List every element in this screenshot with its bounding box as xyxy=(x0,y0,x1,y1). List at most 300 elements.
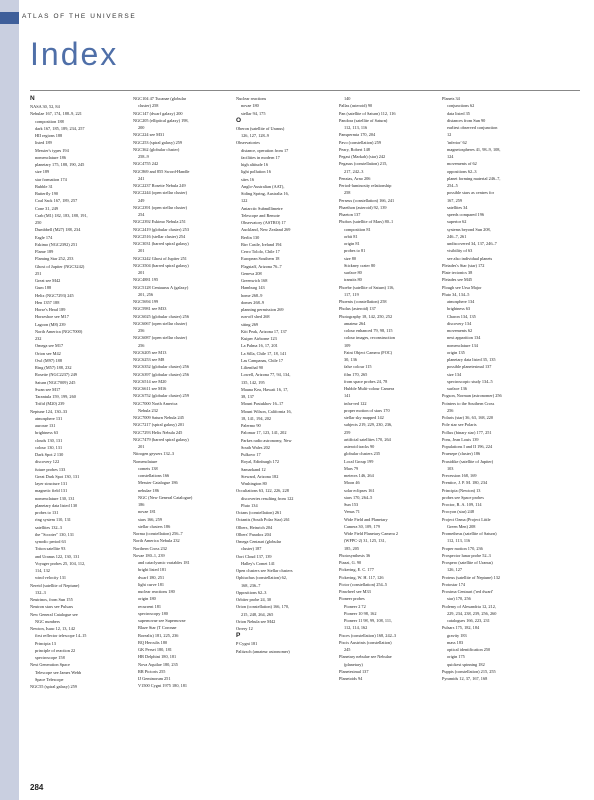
index-entry: Pandora (satellite of Saturn) xyxy=(339,117,388,123)
index-entry: Norma (constellation) 256–7 xyxy=(133,531,183,536)
index-entry: Oberon (satellite of Uranus) xyxy=(236,125,285,131)
index-entry: first reflector telescope 14–15 xyxy=(35,633,87,639)
index-entry: Proper motion 170, 236 xyxy=(442,545,483,551)
index-entry: discovery 122 xyxy=(35,459,60,465)
index-entry: Venus 71 xyxy=(344,509,360,515)
index-entry: artificial satellites 170, 264 xyxy=(344,436,391,442)
index-entry: synodic period 63 xyxy=(35,539,66,544)
index-entry: NGC7293 Helix Nebula 245 xyxy=(133,429,183,435)
index-column-4 xyxy=(339,95,442,776)
index-entry: planetary data listed 35, 135 xyxy=(447,357,496,362)
index-entry: Photosynthesis 36 xyxy=(339,552,371,558)
index-entry: Pan (satellite of Saturn) 112, 116 xyxy=(339,110,396,116)
index-entry: origin 135 xyxy=(447,349,465,355)
index-entry: Cone 31, 249 xyxy=(35,205,59,211)
index-entry: NGC numbers xyxy=(35,618,60,624)
index-entry: speeds compared 196 xyxy=(447,212,484,217)
index-entry: nomenclature 134 xyxy=(447,342,478,348)
index-entry: false colour 115 xyxy=(344,364,372,370)
index-entry: Birr Castle, Ireland 194 xyxy=(241,241,282,247)
index-entry: facilities in modern 17 xyxy=(241,154,280,160)
index-entry: atmosphere 134 xyxy=(447,299,475,304)
index-entry: South Wales 202 xyxy=(241,444,270,450)
index-entry: catalogues 166, 223, 231 xyxy=(447,618,490,623)
index-entry: Antarctic Submillimetre xyxy=(241,205,283,211)
index-entry: stellar sky mapped 142 xyxy=(344,415,384,420)
index-entry: brightness 63 xyxy=(35,430,59,436)
index-entry: Green Men) 208 xyxy=(447,523,476,529)
index-entry: meteors 146, 264 xyxy=(344,473,374,478)
index-entry: 112, 113, 116 xyxy=(344,125,368,130)
index-entry: Faint Object Camera (FOC) xyxy=(344,349,393,355)
index-entry: NGC55 (spiral galaxy) 259 xyxy=(30,684,77,689)
index-entry: Flagstaff, Arizona 76–7 xyxy=(241,263,282,269)
index-entry: Greenwich 168 xyxy=(241,278,268,283)
index-entry: Period-luminosity relationship xyxy=(339,183,392,188)
index-entry: Photography 18, 142, 250, 252 xyxy=(339,313,393,319)
index-entry: brightness 63 xyxy=(447,306,471,312)
index-entry: Pluto 134 xyxy=(241,502,258,508)
index-entry: Nova Aquilae 180, 235 xyxy=(138,661,178,667)
index-entry: distance, operation from 17 xyxy=(241,147,289,153)
index-letter-heading: P xyxy=(236,632,241,640)
index-entry: Pluto 34, 134–5 xyxy=(442,291,470,297)
index-entry: 229, 234, 238, 239, 256, 260 xyxy=(447,610,497,616)
index-entry: Washington 80 xyxy=(241,481,267,486)
index-entry: 201 xyxy=(138,270,145,275)
index-entry: 132–3 xyxy=(35,589,46,595)
index-entry: light pollution 16 xyxy=(241,169,271,175)
index-entry: movements 62 xyxy=(447,328,473,333)
index-entry: Orion (constellation) 166, 170, xyxy=(236,604,290,610)
index-entry: asteroid tracks 90 xyxy=(344,444,375,449)
index-entry: Ring (M57) 188, 232 xyxy=(35,365,72,370)
index-entry: Kitt Peak, Arizona 17, 137 xyxy=(241,328,287,334)
index-entry: spectroscopic study 134–5 xyxy=(447,378,493,384)
index-entry: 232 xyxy=(35,336,42,341)
index-entry: 245 xyxy=(344,647,351,652)
index-entry: future probes 133 xyxy=(35,466,66,472)
index-entry: NGC6253 see M8 xyxy=(133,357,165,362)
index-entry: Procyon (star) 248 xyxy=(442,509,474,515)
title-divider xyxy=(30,90,580,91)
index-entry: 256 xyxy=(138,328,145,333)
index-entry: 201 xyxy=(138,248,145,254)
index-entry: Pisces (constellation) 168, 242–3 xyxy=(339,632,397,638)
index-entry: Nebula 232 xyxy=(138,407,158,413)
index-entry: Praesepe (cluster) 186 xyxy=(442,451,481,457)
index-entry: distances from Sun 90 xyxy=(447,117,486,123)
index-entry: Phobos (satellite of Mars) 80–1 xyxy=(339,219,394,225)
index-entry: Pole star see Polaris xyxy=(442,422,477,428)
index-entry: Telescope see James Webb xyxy=(35,669,82,675)
index-entry: spectroscope 158 xyxy=(35,655,65,660)
index-entry: Charon 134, 135 xyxy=(447,313,476,319)
index-entry: Mount Pastukhov 16–17 xyxy=(241,401,284,407)
index-entry: 38, 137 xyxy=(241,394,254,399)
index-entry: 126, 127, 128–9 xyxy=(241,133,269,138)
index-entry: Great see M42 xyxy=(35,278,61,283)
index-entry: optical identification 250 xyxy=(447,647,491,652)
index-entry: planet forming material 246–7, xyxy=(447,175,501,181)
index-entry: size 80 xyxy=(344,255,357,261)
index-entry: Tarantula 159, 199, 260 xyxy=(35,394,76,399)
index-entry: Proctor, R. A. 109, 114 xyxy=(442,502,482,507)
index-entry: NGC3031 (barred spiral galaxy) xyxy=(133,241,189,246)
index-entry: run-off shed 268 xyxy=(241,314,270,320)
index-entry: magnetic field 131 xyxy=(35,488,68,494)
index-entry: Principia 13 xyxy=(35,640,56,646)
index-entry: NGC3242 Ghost of Jupiter 251 xyxy=(133,255,187,261)
index-entry: NGC7217 (spiral galaxy) 201 xyxy=(133,422,185,428)
index-entry: Oort Cloud 137, 139 xyxy=(236,553,272,559)
index-entry: 12 xyxy=(447,132,452,138)
index-entry: Parkes radio astronomy, New xyxy=(241,437,292,443)
index-entry: Palermo 90 xyxy=(241,423,261,428)
index-entry: surface 136 xyxy=(447,386,467,391)
index-entry: Anglo-Australian (AAT), xyxy=(241,183,285,189)
index-entry: Planets 34 xyxy=(442,96,460,101)
index-entry: Pleiades's Star (star) 172 xyxy=(442,262,485,268)
index-entry: Ptolemy of Alexandria 12, 212, xyxy=(442,603,496,609)
index-entry: Pickering, E. C. 177 xyxy=(339,567,374,573)
index-entry: Wide Field and Planetary xyxy=(344,516,388,522)
index-entry: nuclear reactions 180 xyxy=(138,589,175,594)
index-entry: NGC2391 (open stellar cluster) xyxy=(133,204,188,210)
index-entry: Pavo (constellation) 259 xyxy=(339,139,382,145)
index-entry: Pointers to the Southern Cross xyxy=(442,400,495,406)
index-entry: and cataclysmic variables 181 xyxy=(138,560,190,565)
index-entry: bright listed 181 xyxy=(138,567,167,573)
index-entry: Nuclear reactions xyxy=(236,96,267,101)
index-letter-heading: N xyxy=(30,95,35,102)
index-entry: Phaeton 137 xyxy=(339,212,361,217)
index-entry: Cerro Tololo, Chile 17 xyxy=(241,249,280,254)
index-entry: 186 xyxy=(138,502,145,507)
index-entry: Pickering, W. H. 117, 126 xyxy=(339,574,384,580)
index-entry: Prometheus (satellite of Saturn) xyxy=(442,531,497,536)
index-entry: NGC3504 (barred spiral galaxy) xyxy=(133,262,189,268)
index-entry: Principia (Newton) 13 xyxy=(442,487,481,493)
index-entry: Plough see Ursa Major xyxy=(442,284,482,290)
index-entry: NGC6611 see M16 xyxy=(133,386,167,391)
index-entry: Triton satellite 93 xyxy=(35,546,66,552)
index-entry: planetary data listed 130 xyxy=(35,502,78,508)
index-entry: Flame 189 xyxy=(35,249,54,254)
index-entry: possible stars as centres for xyxy=(447,190,495,196)
index-entry: NGC5128 Centaurus A (galaxy) xyxy=(133,284,189,290)
index-entry: NGC362 (globular cluster) xyxy=(133,146,180,152)
index-column-2 xyxy=(133,95,236,776)
index-entry: Horse's Head 189 xyxy=(35,307,66,312)
index-entry: Messier's types 194 xyxy=(35,147,69,153)
index-entry: Stickney crater 80 xyxy=(344,262,376,268)
index-entry: solar eclipses 161 xyxy=(344,487,375,493)
page-title: Index xyxy=(30,36,119,72)
index-entry: NGC7009 Saturn Nebula 245 xyxy=(133,415,184,420)
index-entry: NGC6087 (open stellar cluster) xyxy=(133,335,188,341)
index-column-3 xyxy=(236,95,339,776)
index-entry: nomenclature 186 xyxy=(35,154,66,160)
index-entry: NGC147 (dwarf galaxy) 200 xyxy=(133,110,183,116)
index-entry: 250 xyxy=(35,220,42,225)
index-entry: NGC7000 North America xyxy=(133,400,178,406)
index-entry: Plate tectonics 38 xyxy=(442,270,473,275)
index-entry: NGC869 and 855 Sword-Handle xyxy=(133,168,190,174)
index-entry: 167, 259 xyxy=(447,197,463,203)
index-entry: film 170, 265 xyxy=(344,371,368,377)
index-entry: 258 xyxy=(344,190,351,196)
index-entry: Siding Spring, Australia 16, xyxy=(241,191,289,196)
index-entry: 112, 114, 162 xyxy=(344,625,368,631)
index-entry: Geneva 208 xyxy=(241,270,262,276)
index-entry: 251 xyxy=(35,270,42,276)
index-entry: NGC2392 Eskimo Nebula 251 xyxy=(133,219,186,225)
index-entry: siting 269 xyxy=(241,321,259,327)
index-entry: Eagle 174 xyxy=(35,234,53,240)
index-entry: 103 xyxy=(447,465,454,471)
index-entry: planning permission 269 xyxy=(241,307,284,312)
index-entry: magnetospheres 41, 98–9, 108, xyxy=(447,146,501,152)
index-entry: novae 180 xyxy=(241,103,259,109)
index-entry: NGC6752 (globular cluster) 259 xyxy=(133,393,189,399)
index-entry: globular clusters 235 xyxy=(344,451,381,457)
index-entry: GK Persei 180, 181 xyxy=(138,647,172,652)
index-entry: Pleiades see M45 xyxy=(442,277,473,283)
index-entry: listed 189 xyxy=(35,140,52,146)
index-entry: NGC6025 (globular cluster) 256 xyxy=(133,313,189,319)
index-entry: recurrent 181 xyxy=(138,603,162,609)
index-entry: Hen 1357 188 xyxy=(35,299,60,305)
index-entry: data listed 35 xyxy=(447,110,470,116)
index-entry: Proteus (satellite of Neptune) 132 xyxy=(442,574,500,580)
index-entry: Ophiuchus (constellation) 62, xyxy=(236,575,287,581)
index-entry: Planetesimal 137 xyxy=(339,668,369,674)
index-entry: Blaze Star (T Coronae xyxy=(138,625,177,631)
index-entry: Trifid (M20) 239 xyxy=(35,401,65,407)
index-entry: Pioneer probes xyxy=(339,596,365,602)
index-entry: Open clusters see Stellar clusters xyxy=(236,568,293,573)
index-entry: dwarf 180, 251 xyxy=(138,574,165,580)
index-entry: Swan see M17 xyxy=(35,386,61,392)
index-entry: Pons, Jean Louis 139 xyxy=(442,436,479,442)
index-entry: ring system 110, 131 xyxy=(35,517,71,523)
index-entry: Berlin 130 xyxy=(241,234,260,240)
index-entry: mass 183 xyxy=(447,639,464,645)
index-entry: stars 170, 264–5 xyxy=(344,494,373,500)
index-entry: Rosette (NGC2237) 249 xyxy=(35,372,78,378)
index-entry: Dumbbell (M27) 188, 234 xyxy=(35,227,81,233)
index-entry: Puppis (constellation) 215, 255 xyxy=(442,668,496,674)
index-entry: Butterfly 190 xyxy=(35,191,59,196)
index-entry: Orbiter probe 24, 30 xyxy=(236,597,272,602)
index-entry: colour enhanced 79, 98, 115 xyxy=(344,328,393,333)
index-entry: Nereid (satellite of Neptune) xyxy=(30,582,80,588)
index-entry: aurorae 131 xyxy=(35,423,56,428)
index-entry: origin 175 xyxy=(447,654,465,660)
index-entry: see also individual planets xyxy=(447,255,493,261)
index-columns xyxy=(30,95,584,776)
index-entry: Bubble 31 xyxy=(35,183,53,189)
index-entry: BQ Herculis 180 xyxy=(138,639,168,645)
index-entry: sites 16 xyxy=(241,176,255,182)
index-entry: the "Scooter" 130, 131 xyxy=(35,531,75,537)
index-entry: star) 170, 256 xyxy=(447,596,471,602)
index-entry: 217, 242–3 xyxy=(344,168,364,174)
index-entry: light curve 181 xyxy=(138,581,165,587)
index-entry: NGC6397 (globular cluster) 256 xyxy=(133,371,189,377)
index-entry: size 134 xyxy=(447,371,462,377)
index-entry: Hamburg 143 xyxy=(241,285,265,291)
index-entry: NGC2244 (open stellar cluster) xyxy=(133,190,188,196)
index-entry: probes to 131 xyxy=(35,510,59,515)
index-entry: 117, 119 xyxy=(344,291,359,297)
index-entry: NGC6352 (globular cluster) 256 xyxy=(133,364,189,370)
index-entry: Oppositions 62–3 xyxy=(236,589,267,595)
index-entry: NGC2419 (globular cluster) 253 xyxy=(133,226,189,232)
index-entry: Newton, Isaac 12, 13, 142 xyxy=(30,626,75,631)
index-entry: V1500 Cygni 1975 180, 181 xyxy=(138,683,188,689)
index-entry: Lowell, Arizona 77, 94, 134, xyxy=(241,372,291,378)
index-entry: Neutron stars see Pulsars xyxy=(30,604,74,610)
index-entry: Orion see M42 xyxy=(35,350,61,356)
index-entry: Omega Centauri (globular xyxy=(236,539,282,544)
index-entry: Octans (constellation) 261 xyxy=(236,510,282,515)
index-entry: NGC5694 199 xyxy=(133,299,159,304)
index-entry: Northern Cross 232 xyxy=(133,545,167,551)
index-entry: discoveries resulting from 122 xyxy=(241,495,294,501)
index-entry: Perseus (constellation) 166, 241 xyxy=(339,197,395,203)
index-entry: next apparition 134 xyxy=(447,335,481,341)
index-entry: IJ Geminorum 251 xyxy=(138,676,171,681)
index-entry: earliest observed conjunction xyxy=(447,125,498,130)
index-entry: quickest spinning 182 xyxy=(447,661,485,667)
index-entry: 140 xyxy=(344,96,351,101)
index-entry: Praxidike (satellite of Jupiter) xyxy=(442,458,494,464)
index-entry: Planetary nebulae see Nebulae xyxy=(339,654,392,660)
index-entry: Mauna Kea, Hawaii 16, 17, xyxy=(241,386,289,392)
index-entry: Hubble Multi-colour Camera xyxy=(344,386,395,391)
index-entry: NGC4881 195 xyxy=(133,277,159,283)
index-entry: Project Ozma (Project Little xyxy=(442,516,491,522)
index-entry: transits 80 xyxy=(344,277,362,283)
index-entry: Nomenclature xyxy=(133,458,158,464)
index-entry: NGC6205 see M13 xyxy=(133,349,167,355)
index-entry: Pioneer 2 72 xyxy=(344,603,366,609)
index-entry: 259 xyxy=(344,429,351,435)
index-entry: Voyager probes 25, 104, 112, xyxy=(35,560,86,566)
index-entry: Pollux (binary star) 177, 251 xyxy=(442,429,492,435)
page-number: 284 xyxy=(30,783,44,792)
index-entry: Orion Nebula see M42 xyxy=(236,618,276,624)
index-entry: HII regions 188 xyxy=(35,133,63,138)
index-entry: orbit 81 xyxy=(344,233,358,239)
index-entry: constellations 166 xyxy=(138,473,170,478)
index-entry: from space probes 24, 78 xyxy=(344,378,388,384)
index-entry: Space Telescope xyxy=(35,676,64,682)
index-entry: Steward, Arizona 182 xyxy=(241,473,279,479)
index-entry: spectroscopy 180 xyxy=(138,610,168,616)
index-entry: Octantis (South Polar Star) 261 xyxy=(236,517,290,523)
index-entry: Pegasus (constellation) 215, xyxy=(339,161,388,167)
index-entry: Pulsars 175, 182, 184 xyxy=(442,625,480,631)
index-entry: stellar clusters 186 xyxy=(138,523,171,529)
index-entry: gravity 183 xyxy=(447,632,467,638)
index-entry: Mars 79 xyxy=(344,465,359,471)
index-entry: 201, 256 xyxy=(138,291,154,297)
index-entry: Pallas (asteroid) 90 xyxy=(339,103,373,109)
index-entry: 256 xyxy=(447,407,454,413)
index-entry: Telescope and Remote xyxy=(241,212,280,218)
index-entry: colour images, reconstruction xyxy=(344,335,395,341)
index-entry: Next Generation Space xyxy=(30,662,70,668)
index-entry: Populations I and II 196, 224 xyxy=(442,444,493,449)
index-entry: 141 xyxy=(344,393,351,399)
index-entry: Samarkand 12 xyxy=(241,466,266,472)
index-entry: planetary 175, 188, 190, 245 xyxy=(35,162,85,167)
index-entry: Great Dark Spot 130, 131 xyxy=(35,473,80,479)
index-entry: Pulkovo 17 xyxy=(241,452,261,457)
index-entry: principle of reaction 22 xyxy=(35,647,76,653)
index-entry: atmosphere 131 xyxy=(35,415,63,421)
index-entry: Orrery 12 xyxy=(236,626,253,631)
index-entry: cluster) 258 xyxy=(138,103,159,109)
index-entry: Auckland, New Zealand 269 xyxy=(241,227,291,233)
index-entry: 122 xyxy=(241,198,248,204)
index-entry: Kuiper Airborne 123 xyxy=(241,336,277,341)
index-entry: visibility of 63 xyxy=(447,248,473,254)
index-entry: Flaming Star 252, 253 xyxy=(35,256,74,262)
index-entry: Lilienthal 90 xyxy=(241,365,264,370)
index-entry: NGC5981 see M33 xyxy=(133,306,167,312)
index-entry: 18, 141, 194, 202 xyxy=(241,415,272,421)
index-entry: Royal, Edinburgh 172 xyxy=(241,459,279,465)
index-entry: subjects 219, 229, 230, 236, xyxy=(344,422,393,428)
index-entry: NGC253 (spiral galaxy) 259 xyxy=(133,139,183,145)
index-column-5 xyxy=(442,95,545,776)
index-entry: Prentice, J. P. M. 180, 234 xyxy=(442,480,488,486)
index-entry: Phoenix (constellation) 258 xyxy=(339,299,387,304)
index-entry: Las Campanas, Chile 17 xyxy=(241,357,284,363)
index-entry: NGC6514 see M20 xyxy=(133,378,167,384)
index-entry: 201 xyxy=(138,444,145,449)
index-entry: NGC2237 Rosette Nebula 249 xyxy=(133,183,186,188)
index-entry: 135, 142, 195 xyxy=(241,379,265,385)
index-entry: Penzias, Arno 206 xyxy=(339,175,371,181)
index-entry: North America Nebula 232 xyxy=(133,538,180,544)
index-entry: 185, 205 xyxy=(344,545,360,551)
index-entry: Polaris (star) 36, 63, 168, 220 xyxy=(442,415,494,420)
index-entry: Owl (M97) 188 xyxy=(35,357,62,363)
index-entry: stellar 94, 175 xyxy=(241,110,266,116)
index-entry: Lagoon (M8) 239 xyxy=(35,321,66,327)
index-entry: origin 180 xyxy=(138,596,156,602)
index-entry: oppositions 62–3 xyxy=(447,168,477,174)
index-entry: Protostar 174 xyxy=(442,581,466,587)
index-entry: NGC224 see M31 xyxy=(133,132,165,138)
index-entry: P Cygni 181 xyxy=(236,641,258,647)
index-entry: nomenclature 130, 131 xyxy=(35,495,75,501)
index-entry: Horseshoe see M17 xyxy=(35,314,69,320)
index-entry: Precession 168, 169 xyxy=(442,473,477,478)
index-entry: high altitude 16 xyxy=(241,162,268,167)
index-entry: layer structure 131 xyxy=(35,481,68,486)
index-entry: Phaethon (asteroid) 92, 139 xyxy=(339,204,387,210)
index-entry: Mount Wilson, California 16, xyxy=(241,408,292,414)
index-entry: 124 xyxy=(447,154,454,159)
index-entry: size 189 xyxy=(35,169,50,175)
index-entry: composition 188 xyxy=(35,118,64,124)
